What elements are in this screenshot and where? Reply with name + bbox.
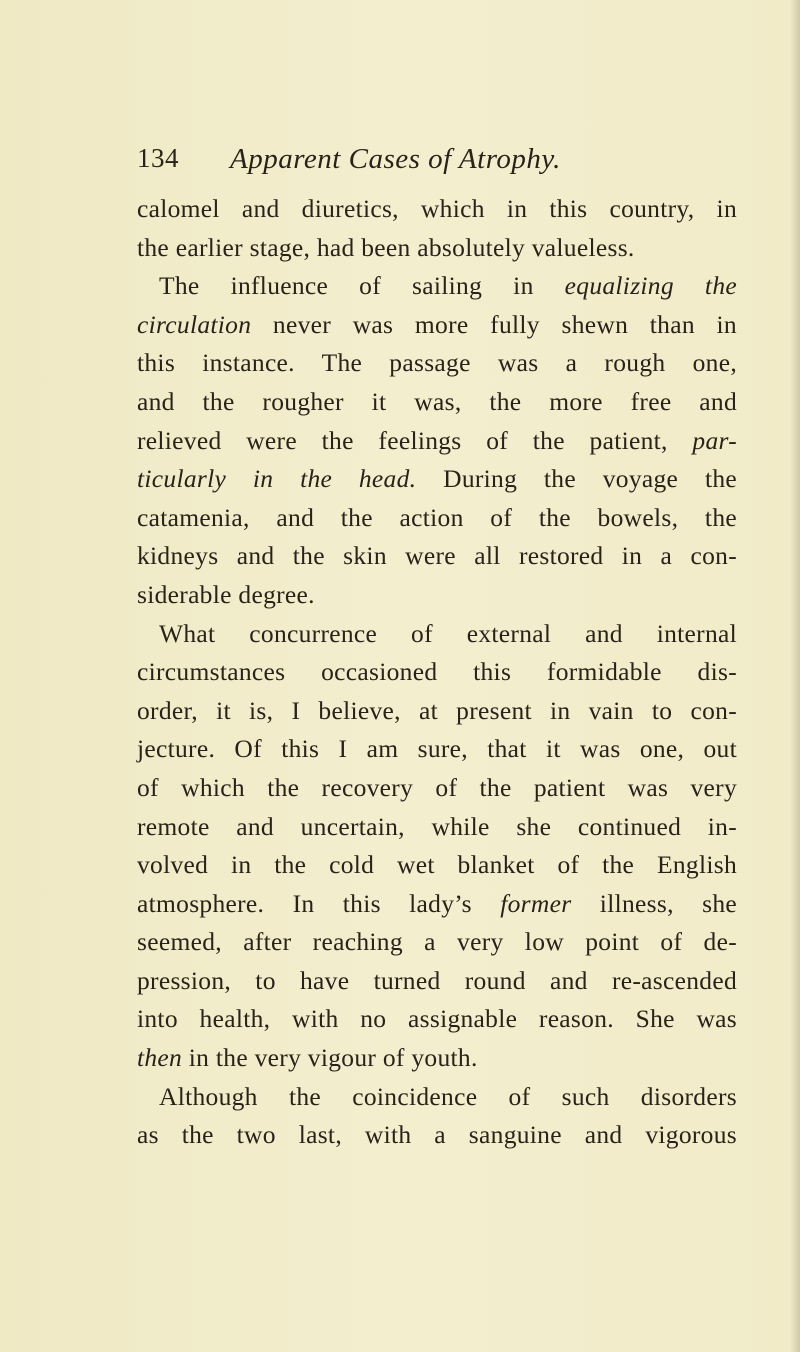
running-title: Apparent Cases of Atrophy. [230,143,561,175]
text-line: jecture. Of this I am sure, that it was one, out [137,734,737,764]
text-line: circulation never was more fully shewn than in [137,309,737,339]
text-line: then in the very vigour of youth. [137,1043,478,1073]
text-line: pression, to have turned round and re-ascended [137,965,737,995]
text-line: this instance. The passage was a rough one, [137,348,737,378]
text-line: of which the recovery of the patient was very [137,772,737,802]
italic-phrase: former [500,888,572,918]
text-line: catamenia, and the action of the bowels, the [137,502,737,532]
italic-phrase: circulation [137,309,252,339]
text-line: kidneys and the skin were all restored in a con- [137,541,737,571]
text-line: the earlier stage, had been absolutely valueless. [137,232,635,262]
text-line: atmosphere. In this lady’s former illness, she [137,888,737,918]
text-line: The influence of sailing in equalizing the [159,271,737,301]
text-line: What concurrence of external and internal [159,618,737,648]
text-line: as the two last, with a sanguine and vigorous [137,1120,737,1150]
page-header [0,143,800,183]
italic-phrase: equalizing the [564,271,737,301]
text-line: seemed, after reaching a very low point of de- [137,927,737,957]
text-line: remote and uncertain, while she continued in- [137,811,737,841]
text-line: ticularly in the head. During the voyage the [137,464,737,494]
text-line: order, it is, I believe, at present in vain to con- [137,695,737,725]
body-text [137,190,737,1155]
text-line: relieved were the feelings of the patient, par- [137,425,737,455]
text-line: circumstances occasioned this formidable dis- [137,657,737,687]
text-line: volved in the cold wet blanket of the English [137,850,737,880]
italic-phrase: par- [692,425,737,455]
italic-phrase: then [137,1043,183,1073]
text-line: and the rougher it was, the more free and [137,386,737,416]
page-edge-shadow [790,0,800,1352]
text-line: calomel and diuretics, which in this country, in [137,194,737,223]
text-line: into health, with no assignable reason. She was [137,1004,737,1034]
page-number: 134 [137,143,179,173]
text-line: Although the coincidence of such disorders [159,1081,737,1111]
text-line: siderable degree. [137,579,315,609]
italic-phrase: ticularly in the head. [137,464,417,494]
